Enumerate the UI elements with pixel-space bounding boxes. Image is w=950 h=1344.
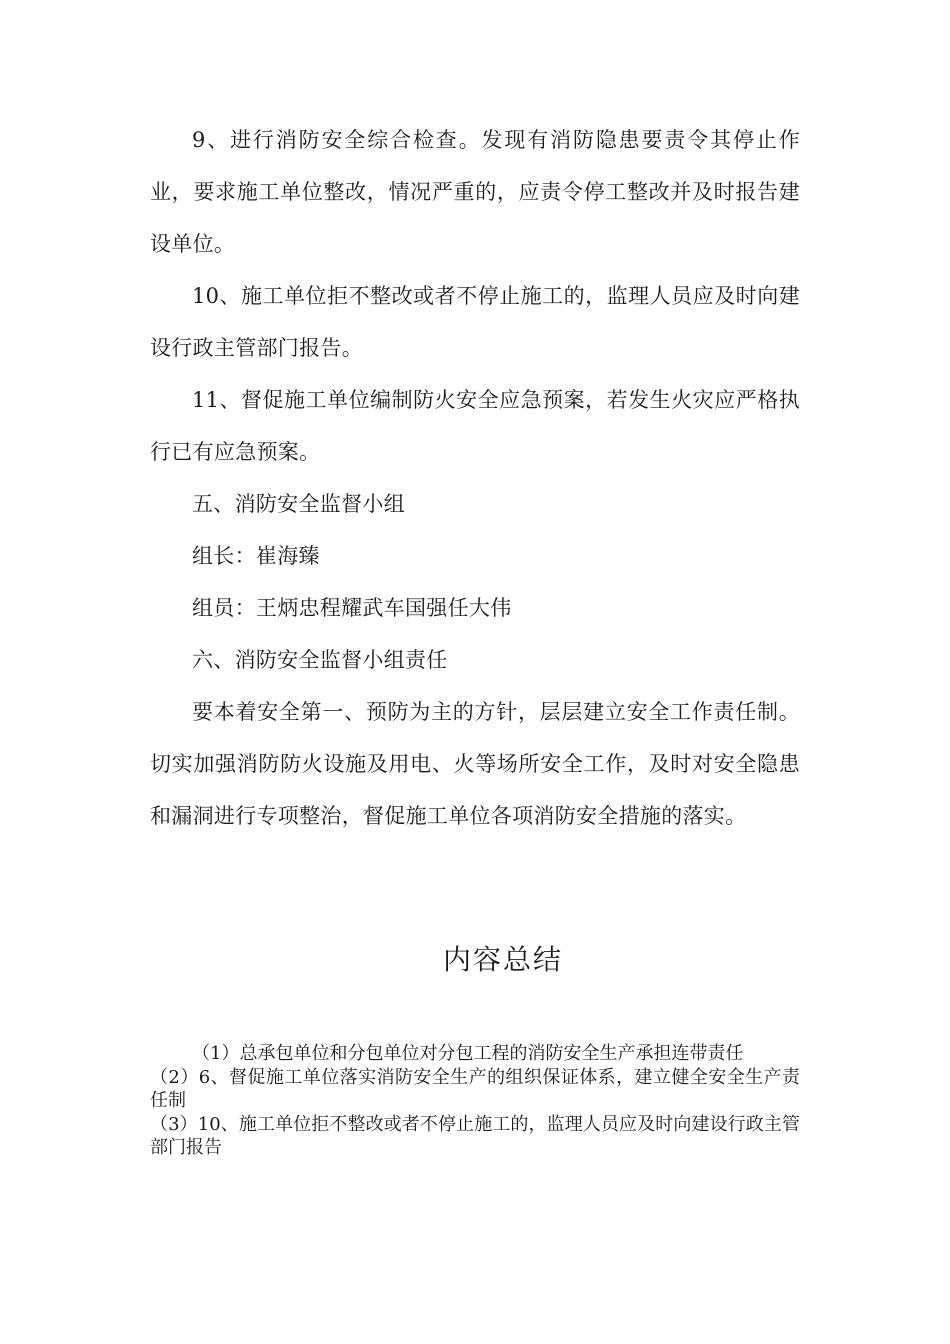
- summary-item-3: （3）10、施工单位拒不整改或者不停止施工的，监理人员应及时向建设行政主管部门报告: [150, 1113, 800, 1158]
- paragraph-item-11: 11、督促施工单位编制防火安全应急预案，若发生火灾应严格执行已有应急预案。: [150, 388, 800, 464]
- summary-item-1: （1）总承包单位和分包单位对分包工程的消防安全生产承担连带责任: [192, 1043, 744, 1064]
- section-heading-6: 六、消防安全监督小组责任: [192, 648, 448, 672]
- summary-item-2: （2）6、督促施工单位落实消防安全生产的组织保证体系，建立健全安全生产责任制: [150, 1066, 800, 1111]
- paragraph-item-10: 10、施工单位拒不整改或者不停止施工的，监理人员应及时向建设行政主管部门报告。: [150, 284, 800, 360]
- body-text: [150, 114, 800, 842]
- summary-title: 内容总结: [442, 943, 563, 976]
- paragraph-item-9: 9、进行消防安全综合检查。发现有消防隐患要责令其停止作业，要求施工单位整改，情况严重的，应责令停工整改并及时报告建设单位。: [150, 128, 800, 256]
- group-members: 组员：王炳忠程耀武车国强任大伟: [192, 596, 512, 620]
- section-heading-5: 五、消防安全监督小组: [192, 492, 405, 516]
- responsibility-paragraph: 要本着安全第一、预防为主的方针，层层建立安全工作责任制。切实加强消防防火设施及用电、火等场所安全工作，及时对安全隐患和漏洞进行专项整治，督促施工单位各项消防安全措施的落实。: [150, 700, 800, 828]
- summary-list: [150, 1042, 800, 1160]
- group-leader: 组长：崔海臻: [192, 544, 320, 568]
